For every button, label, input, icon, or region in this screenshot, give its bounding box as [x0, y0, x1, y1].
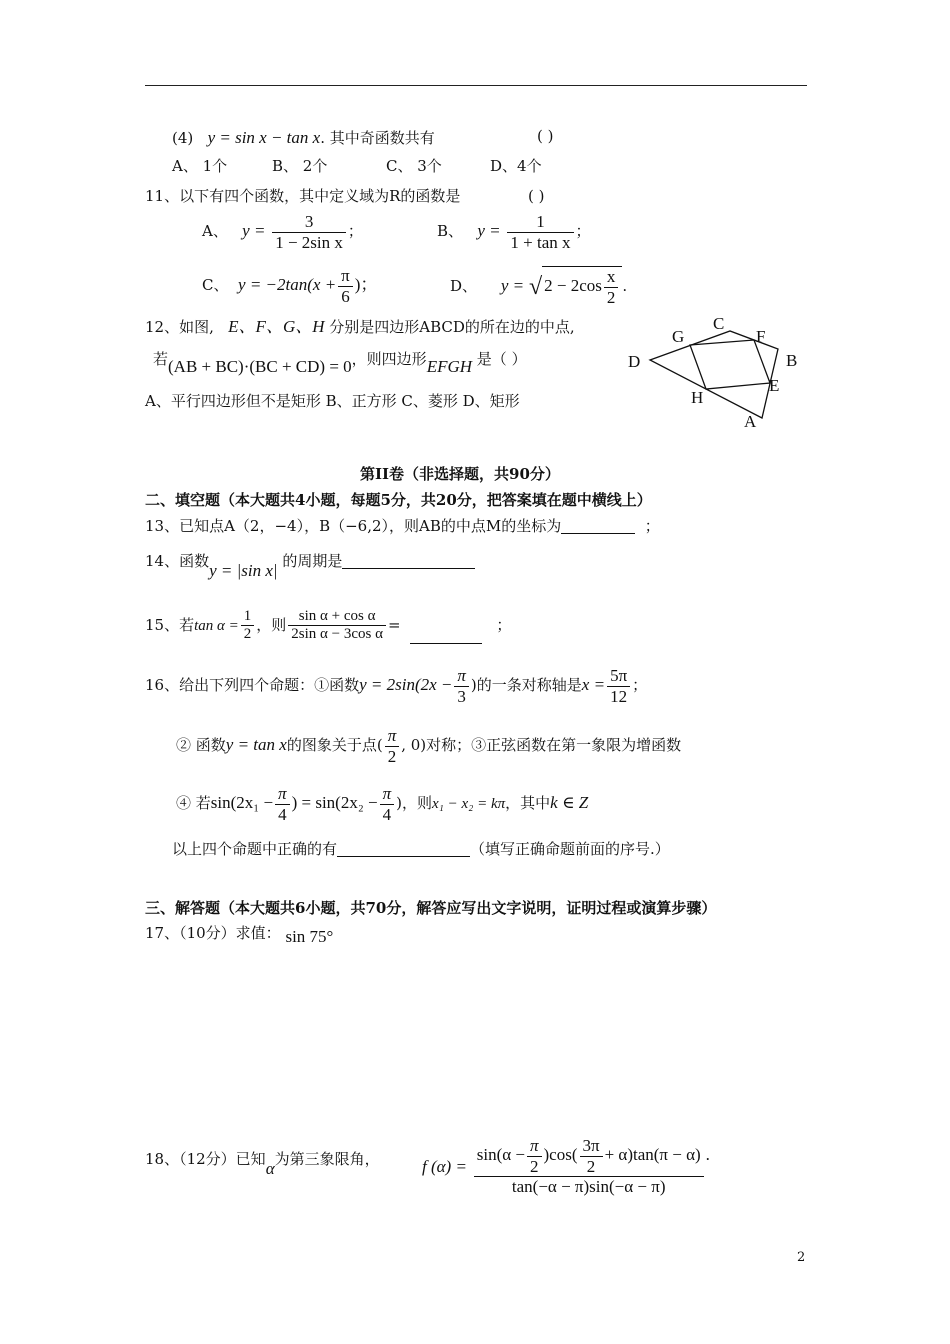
page-number: 2 [797, 1250, 806, 1265]
label-g: G [672, 327, 685, 346]
label-h: H [691, 388, 704, 407]
option-label: B、 [437, 222, 464, 241]
q17: 17、（10分）求值： sin 75° [145, 924, 334, 946]
q12-condition: 若(AB + BC)·(BC + CD) = 0，则四边形EFGH 是（ ） [153, 350, 527, 376]
answer-blank[interactable] [410, 629, 482, 644]
q10-item4 [172, 129, 435, 146]
option-label: C、 [202, 276, 229, 295]
fraction: $\frac{\pi}{6}$ [338, 266, 353, 306]
section-answers: 三、解答题（本大题共6小题，共70分，解答应写出文字说明，证明过程或演算步骤） [145, 899, 717, 917]
formula: EFGH [426, 357, 473, 376]
part2-title: 第II卷（非选择题，共90分） [360, 465, 560, 483]
formula: y = 2sin(2x − [359, 675, 453, 695]
q16-conclusion: 以上四个命题中正确的有 （填写正确命题前面的序号.） [172, 840, 670, 858]
option-c: C、 3个 [386, 157, 442, 175]
q11-option-d: D、 y = √ 2 − 2cos $\frac{x}{2}$ . [450, 267, 628, 307]
fraction: $\frac{\text{sin α + cos α}}{\text{2sin α − 3cos α}}$ [288, 608, 386, 644]
formula: y = −2tan(x + [238, 275, 337, 295]
q16-line1: 16、给出下列四个命题：①函数y = 2sin(2x − $\frac{\pi}{3}$ )的一条对称轴是x = $\frac{5\pi}{12}$ ； [145, 666, 648, 706]
formula: y = tan x [225, 735, 287, 755]
answer-blank[interactable] [342, 554, 475, 569]
q13: 13、已知点A（2，−4），B（−6,2），则AB的中点M的坐标为 ； [145, 517, 660, 535]
option-label: D、 [450, 277, 478, 296]
label-b: B [786, 351, 798, 370]
midpoints: E、F、G、H [228, 317, 325, 336]
fraction: $\frac{1}{\text{1 + tan x}}$ [507, 212, 573, 252]
label-a: A [744, 412, 757, 431]
q18-stem: 18、（12分）已知α为第三象限角， [145, 1150, 380, 1178]
formula: (AB + BC)·(BC + CD) = 0 [168, 357, 352, 376]
q12-stem: 12、如图, E、F、G、H 分别是四边形ABCD的所在边的中点, [145, 317, 575, 336]
formula: y = [477, 221, 501, 241]
formula: sin(2x₁ − [210, 793, 274, 813]
fraction: sin(α − $\frac{\pi}{2}$ )cos( $\frac{3\pi}{2}$ + α)tan(π − α) tan(−α − π)sin(−α − π) [474, 1136, 704, 1197]
answer-blank[interactable] [337, 842, 470, 857]
header-rule [145, 85, 807, 86]
q16-line3: ④ 若sin(2x₁ − $\frac{\pi}{4}$ ) = sin(2x₂ − $\frac{\pi}{4}$ )，则x₁ − x₂ = kπ，其中k ∈ Z [176, 784, 589, 824]
formula: tan α = [194, 617, 239, 634]
formula: y = |sin x| [209, 561, 278, 580]
q11-option-b: B、 y = $\frac{1}{\text{1 + tan x}}$ ； [437, 212, 591, 252]
label-f: F [756, 327, 766, 346]
section-fill-in: 二、填空题（本大题共4小题，每题5分，共20分，把答案填在题中横线上） [145, 491, 652, 509]
q12-options: A、平行四边形但不是矩形 B、正方形 C、菱形 D、矩形 [145, 392, 520, 410]
q11-stem: 11、以下有四个函数，其中定义域为R的函数是 [145, 187, 461, 205]
q16-line2: ② 函数y = tan x的图象关于点( $\frac{\pi}{2}$ , 0)对称；③正弦函数在第一象限为增函数 [176, 726, 682, 766]
item-number: (4) [172, 129, 194, 147]
formula: y = sin x − tan x [207, 128, 321, 147]
label-d: D [628, 352, 641, 371]
q18-formula: f (α) = sin(α − $\frac{\pi}{2}$ )cos( $\frac{3\pi}{2}$ + α)tan(π − α) tan(−α − π)sin(−α − π) . [422, 1136, 710, 1197]
q11-option-a: A、 y = $\frac{3}{\text{1 − 2sin x}}$ ； [202, 212, 363, 252]
answer-blank[interactable] [561, 519, 635, 534]
formula: y = [242, 221, 266, 241]
answer-paren: ( ) [537, 127, 554, 145]
item-text: . 其中奇函数共有 [320, 129, 435, 147]
q11-option-c: C、 y = −2tan(x + $\frac{\pi}{6}$ )； [202, 266, 378, 306]
option-b: B、 2个 [272, 157, 328, 175]
quadrilateral-figure [622, 314, 812, 434]
formula: y = [500, 276, 525, 296]
q14: 14、函数y = |sin x| 的周期是 [145, 552, 475, 569]
fraction: $\frac{3}{\text{1 − 2sin x}}$ [272, 212, 346, 252]
option-a: A、 1个 [172, 157, 228, 175]
label-e: E [769, 376, 780, 395]
answer-paren: ( ) [528, 187, 545, 205]
formula: sin 75° [285, 927, 334, 946]
q15: 15、若tan α = $\frac{1}{2}$ ，则 $\frac{\text{sin α + cos α}}{\text{2sin α − 3cos α}}$ = ； [145, 608, 512, 643]
label-c: C [713, 314, 725, 333]
option-label: A、 [202, 222, 228, 241]
radical: 2 − 2cos $\frac{x}{2}$ [542, 266, 622, 307]
option-d: D、4个 [490, 157, 542, 175]
quadrilateral-efgh [690, 340, 770, 389]
